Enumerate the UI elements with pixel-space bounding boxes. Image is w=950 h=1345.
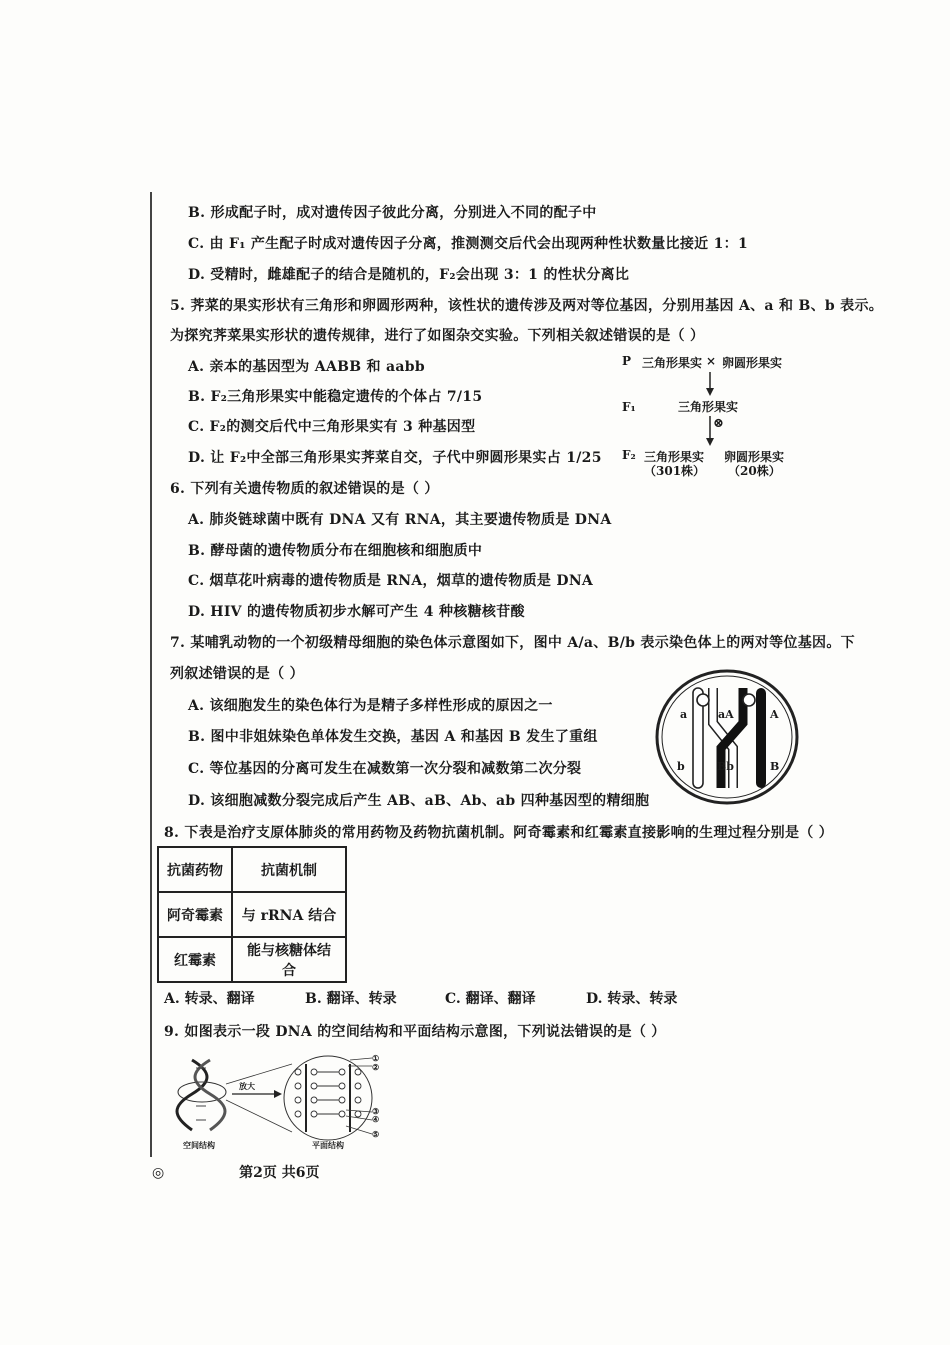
q6-option-a: A. 肺炎链球菌中既有 DNA 又有 RNA，其主要遗传物质是 DNA	[188, 512, 612, 528]
q5-option-a: A. 亲本的基因型为 AABB 和 aabb	[188, 359, 425, 375]
q4-option-d: D. 受精时，雌雄配子的结合是随机的，F₂会出现 3：1 的性状分离比	[188, 267, 630, 283]
q6-stem: 6. 下列有关遗传物质的叙述错误的是（ ）	[170, 481, 439, 497]
q5-option-b: B. F₂三角形果实中能稳定遗传的个体占 7/15	[188, 389, 483, 405]
q9-stem: 9. 如图表示一段 DNA 的空间结构和平面结构示意图，下列说法错误的是（ ）	[164, 1024, 666, 1040]
marker-1: ①	[372, 1053, 380, 1063]
q5-stem-line2: 为探究荠菜果实形状的遗传规律，进行了如图杂交实验。下列相关叙述错误的是（ ）	[170, 328, 705, 344]
footer-mark: ◎	[152, 1165, 165, 1181]
q7-option-c: C. 等位基因的分离可发生在减数第一次分裂和减数第二次分裂	[188, 761, 582, 777]
q7-stem-line1: 7. 某哺乳动物的一个初级精母细胞的染色体示意图如下，图中 A/a、B/b 表示染色体上的两对等位基因。下	[170, 635, 855, 651]
table-row	[158, 892, 346, 937]
q8-option-d: D. 转录、转录	[586, 991, 678, 1007]
marker-5: ⑤	[372, 1129, 380, 1139]
table-row	[158, 937, 346, 982]
f1-label: F₁	[622, 400, 636, 414]
q4-option-c: C. 由 F₁ 产生配子时成对遗传因子分离，推测测交后代会出现两种性状数量比接近 1：1	[188, 236, 749, 252]
gene-Bb: Bb	[717, 760, 734, 773]
q5-stem-line1: 5. 荠菜的果实形状有三角形和卵圆形两种，该性状的遗传涉及两对等位基因，分别用基因 A、a 和 B、b 表示。	[170, 298, 884, 314]
marker-3: ③	[372, 1106, 380, 1116]
q8-stem: 8. 下表是治疗支原体肺炎的常用药物及药物抗菌机制。阿奇霉素和红霉素直接影响的生理过程分别是（ ）	[164, 825, 834, 841]
q6-option-b: B. 酵母菌的遗传物质分布在细胞核和细胞质中	[188, 543, 483, 559]
gene-B-right: B	[770, 760, 780, 773]
q5-option-d: D. 让 F₂中全部三角形果实荠菜自交，子代中卵圆形果实占 1/25	[188, 450, 602, 466]
dna-structure-figure	[170, 1052, 390, 1144]
f1-phenotype: 三角形果实	[678, 400, 739, 414]
gene-a-left: a	[680, 708, 688, 721]
margin-rule	[150, 192, 152, 1157]
f2-pheno2: 卵圆形果实	[724, 450, 785, 464]
q7-stem-line2: 列叙述错误的是（ ）	[170, 666, 304, 682]
p-parent2: 卵圆形果实	[722, 356, 783, 370]
cross-symbol: ×	[706, 354, 717, 368]
q7-option-a: A. 该细胞发生的染色体行为是精子多样性形成的原因之一	[188, 698, 553, 714]
marker-2: ②	[372, 1062, 380, 1072]
q6-option-c: C. 烟草花叶病毒的遗传物质是 RNA，烟草的遗传物质是 DNA	[188, 573, 594, 589]
marker-4: ④	[372, 1114, 380, 1124]
f2-count2: （20株）	[728, 464, 781, 478]
table-header-mechanism: 抗菌机制	[232, 847, 346, 892]
table-header-drug: 抗菌药物	[158, 847, 232, 892]
label-space-structure: 空间结构	[183, 1140, 215, 1150]
f2-label: F₂	[622, 448, 636, 462]
q7-option-b: B. 图中非姐妹染色单体发生交换，基因 A 和基因 B 发生了重组	[188, 729, 598, 745]
q8-option-c: C. 翻译、翻译	[445, 991, 536, 1007]
p-label: P	[622, 354, 632, 368]
table-cell: 能与核糖体结合	[232, 937, 346, 982]
p-parent1: 三角形果实	[642, 356, 703, 370]
self-symbol: ⊗	[713, 416, 724, 431]
page-number: 第2页 共6页	[239, 1165, 320, 1181]
q5-option-c: C. F₂的测交后代中三角形果实有 3 种基因型	[188, 419, 476, 435]
table-cell: 红霉素	[158, 937, 232, 982]
gene-A-right: A	[770, 708, 779, 721]
gene-aA: aA	[718, 708, 734, 721]
q8-option-b: B. 翻译、转录	[305, 991, 397, 1007]
q6-option-d: D. HIV 的遗传物质初步水解可产生 4 种核糖核苷酸	[188, 604, 525, 620]
q8-option-a: A. 转录、翻译	[164, 991, 255, 1007]
gene-b-left: b	[677, 760, 685, 773]
chromosome-diagram	[655, 668, 800, 806]
q7-option-d: D. 该细胞减数分裂完成后产生 AB、aB、Ab、ab 四种基因型的精细胞	[188, 793, 650, 809]
q4-option-b: B. 形成配子时，成对遗传因子彼此分离，分别进入不同的配子中	[188, 205, 597, 221]
f2-pheno1: 三角形果实	[644, 450, 705, 464]
f2-count1: （301株）	[644, 464, 706, 478]
drug-table	[157, 846, 347, 983]
page-footer	[152, 1162, 319, 1182]
label-zoom: 放大	[239, 1081, 255, 1091]
table-row	[158, 847, 346, 892]
table-cell: 阿奇霉素	[158, 892, 232, 937]
cross-diagram	[620, 352, 820, 482]
table-cell: 与 rRNA 结合	[232, 892, 346, 937]
label-plane-structure: 平面结构	[312, 1140, 344, 1150]
